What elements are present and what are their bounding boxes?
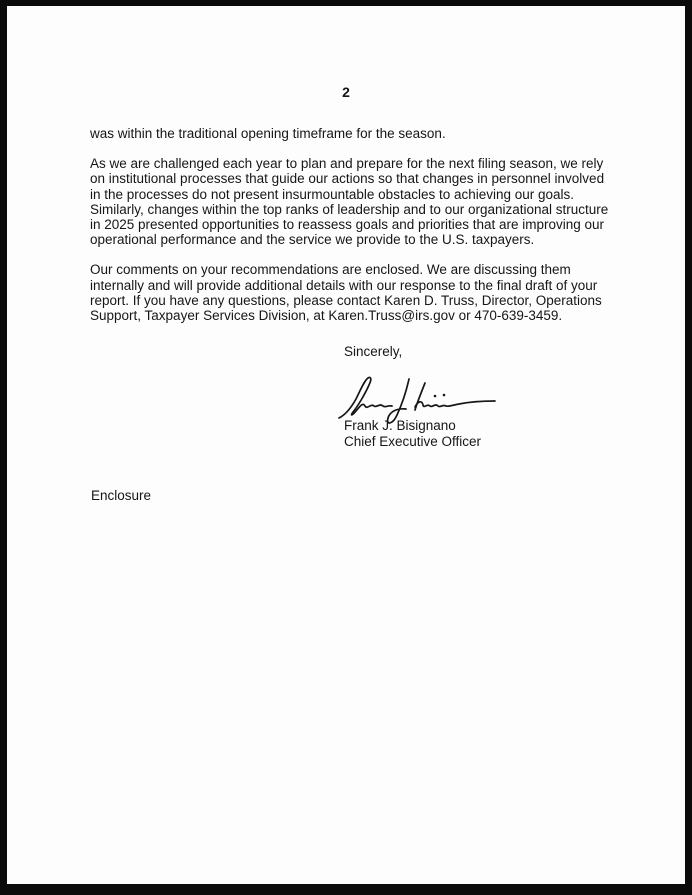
signer-block — [344, 418, 481, 449]
paragraph-2 — [90, 156, 615, 247]
letter-page — [7, 6, 685, 884]
body-line: in the processes do not present insurmountable obstacles to achieving our goals. — [90, 186, 575, 202]
body-line: As we are challenged each year to plan and prepare for the next filing season, we rely — [90, 156, 604, 172]
paragraph-1 — [90, 126, 615, 141]
closing-sincerely: Sincerely, — [344, 344, 403, 359]
body-line: was within the traditional opening timeframe for the season. — [90, 126, 446, 141]
enclosure-note: Enclosure — [91, 488, 152, 503]
paragraph-3 — [90, 262, 615, 323]
body-line: in 2025 presented opportunities to reassess goals and priorities that are improving our — [90, 217, 605, 233]
body-line: on institutional processes that guide our actions so that changes in personnel involved — [90, 171, 605, 187]
body-line: report. If you have any questions, please contact Karen D. Truss, Director, Operations — [90, 292, 602, 308]
body-line: Similarly, changes within the top ranks of leadership and to our organizational structure — [90, 201, 609, 217]
signer-name: Frank J. Bisignano — [344, 418, 456, 433]
page-number: 2 — [342, 84, 350, 100]
letter-body — [90, 126, 615, 338]
body-line: Our comments on your recommendations are enclosed. We are discussing them — [90, 262, 571, 278]
body-line: operational performance and the service we provide to the U.S. taxpayers. — [90, 232, 535, 248]
body-line: internally and will provide additional details with our response to the final draft of your — [90, 277, 598, 293]
body-line: Support, Taxpayer Services Division, at Karen.Truss@irs.gov or 470-639-3459. — [90, 308, 563, 324]
signer-title: Chief Executive Officer — [344, 433, 482, 449]
